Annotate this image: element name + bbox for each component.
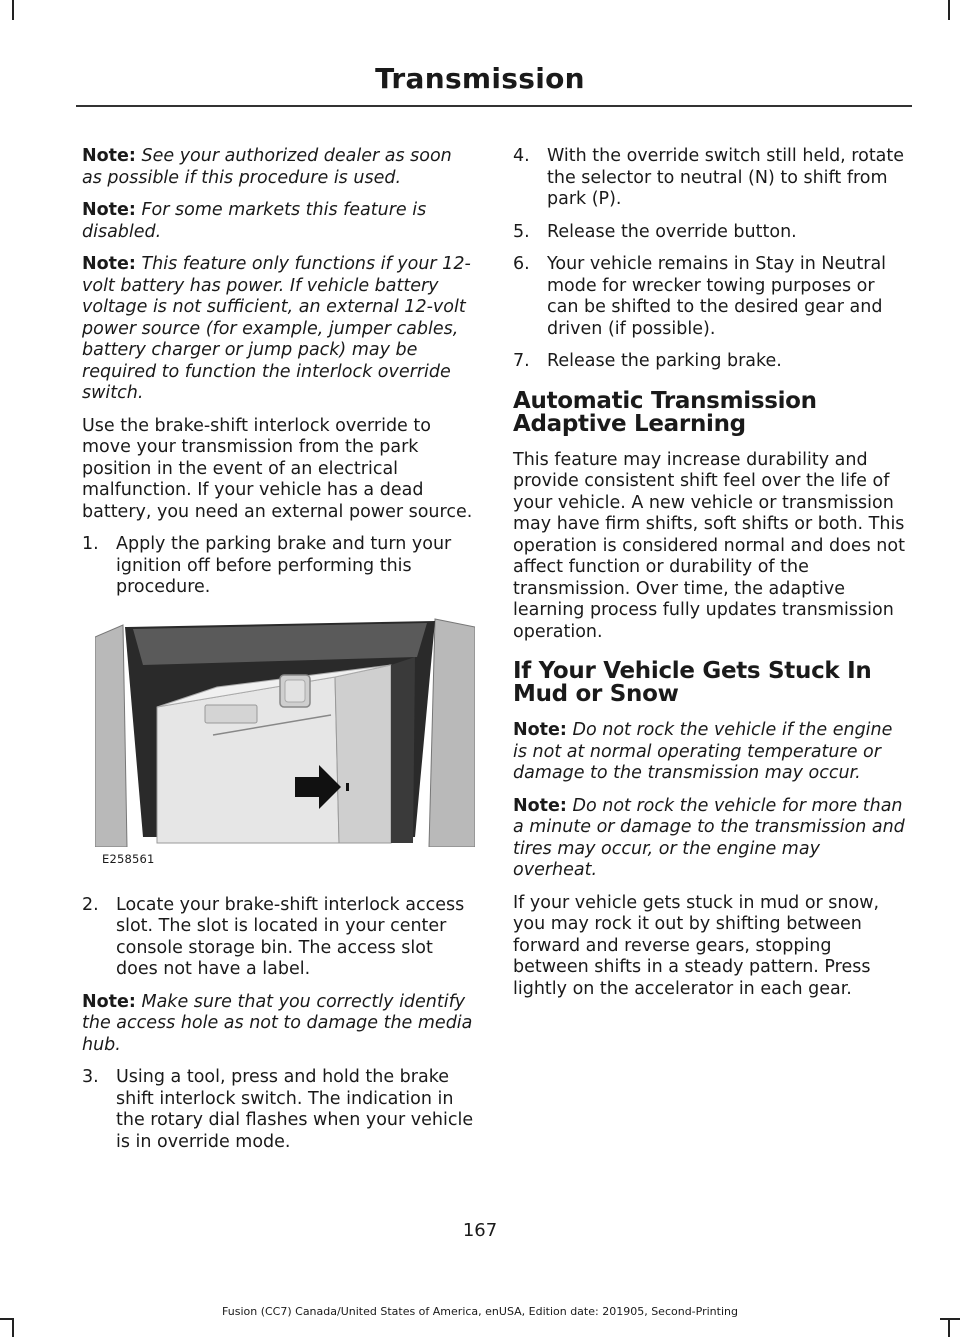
step-number: 5. [513,221,530,242]
crop-mark [948,0,950,20]
step-number: 7. [513,351,530,371]
note: Note: See your authorized dealer as soon as possible if this procedure is used. [82,146,452,188]
crop-mark [12,0,14,20]
procedure-step [513,222,908,244]
step-text: Your vehicle remains in Stay in Neutral mode for wrecker towing purposes or can be shifted to the desired gear and driven (if possible). [547,254,887,339]
body-paragraph: If your vehicle gets stuck in mud or snow, you may rock it out by shifting between forward and reverse gears, stopping between shifts in a steady pattern. Press lightly on the accelerator in each gear. [513,892,880,999]
step-text: With the override switch still held, rotate the selector to neutral (N) to shift from park (P). [547,146,905,209]
right-column [513,146,908,1011]
step-number: 1. [82,534,99,554]
figure-id: E258561 [102,852,155,866]
procedure-step [82,1067,475,1153]
procedure-step [82,895,475,981]
header-divider [76,105,912,107]
section-heading: Automatic Transmission Adaptive Learning [513,387,817,437]
step-number: 6. [513,254,530,274]
step-text: Apply the parking brake and turn your ignition off before performing this procedure. [116,534,452,597]
crop-mark [12,1318,14,1337]
crop-mark [948,1318,950,1337]
procedure-step [513,254,908,340]
page-title: Transmission [375,62,585,95]
step-text: Release the parking brake. [547,351,782,371]
procedure-step [513,146,908,211]
procedure-step [513,351,908,373]
note: Note: Do not rock the vehicle for more than a minute or damage to the transmission and tires may occur, or the engine may overheat. [513,795,905,880]
body-paragraph: This feature may increase durability and provide consistent shift feel over the life of your vehicle. A new vehicle or transmission may have firm shifts, soft shifts or both. This operation is considered normal and does not affect function or durability of the transmission. Over time, the adaptive learning process fully updates transmission operation. [513,449,905,642]
note: Note: For some markets this feature is disabled. [82,200,427,242]
step-text: Locate your brake-shift interlock access slot. The slot is located in your center console storage bin. The access slot does not have a label. [116,894,465,979]
procedure-step [82,534,475,599]
body-paragraph: Use the brake-shift interlock override to move your transmission from the park position in the event of an electrical malfunction. If your vehicle has a dead battery, you need an external power source. [82,415,473,522]
step-text: Using a tool, press and hold the brake shift interlock switch. The indication in the rotary dial flashes when your vehicle is in override mode. [116,1067,474,1152]
footer-edition-info: Fusion (CC7) Canada/United States of America, enUSA, Edition date: 201905, Second-Printing [222,1305,738,1318]
step-text: Release the override button. [547,221,797,242]
note: Note: Do not rock the vehicle if the engine is not at normal operating temperature or damage to the transmission may occur. [513,720,893,783]
step-number: 2. [82,894,99,915]
page-number: 167 [462,1220,498,1241]
console-storage-illustration [95,617,475,871]
note: Note: This feature only functions if your 12-volt battery has power. If vehicle battery voltage is not sufficient, an external 12-volt power source (for example, jumper cables, battery charger or jump pack) may be required to function the interlock override switch. [82,254,471,403]
section-heading: If Your Vehicle Gets Stuck In Mud or Snow [513,658,872,707]
step-number: 3. [82,1067,99,1087]
step-number: 4. [513,146,530,166]
crop-mark [940,1318,960,1320]
left-column [82,146,475,1164]
note: Note: Make sure that you correctly identify the access hole as not to damage the media hub. [82,991,473,1055]
console-storage-image [95,617,475,847]
